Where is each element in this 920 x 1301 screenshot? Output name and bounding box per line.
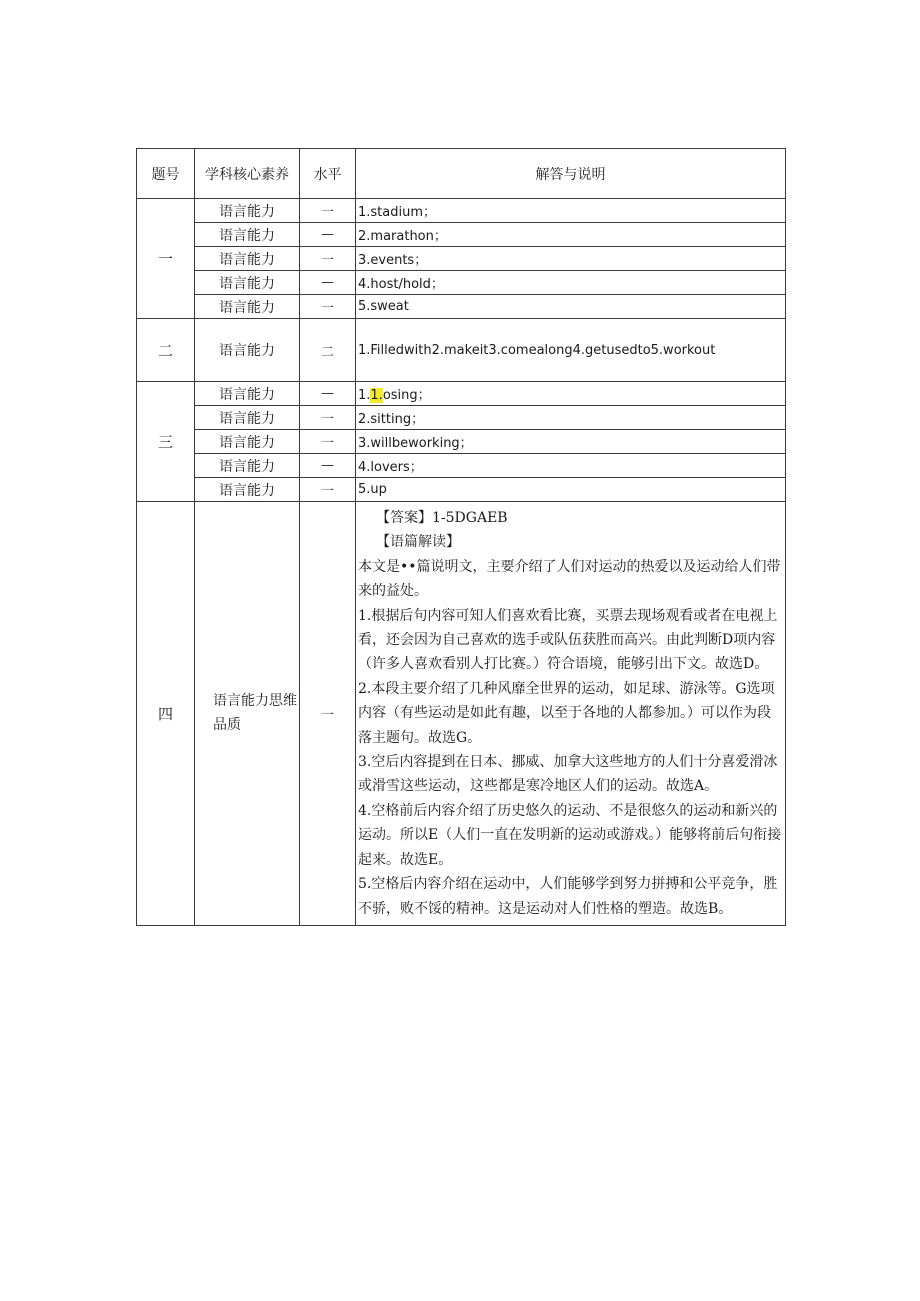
level-cell: 一 (300, 406, 356, 430)
core-cell: 语言能力思维品质 (195, 502, 300, 926)
answer-cell: 1.Filledwith2.makeit3.comealong4.getusedto5.workout (356, 319, 786, 382)
table-row (137, 502, 786, 926)
header-core-literacy: 学科核心素养 (195, 149, 300, 199)
question-number-four: 四 (137, 502, 195, 926)
answer-cell: 1.stadium； (356, 199, 786, 223)
core-cell: 语言能力 (195, 295, 300, 319)
answer-cell: 5.sweat (356, 295, 786, 319)
core-cell: 语言能力 (195, 382, 300, 406)
question-number-two: 二 (137, 319, 195, 382)
explanation-paragraph: 3.空后内容提到在日本、挪威、加拿大这些地方的人们十分喜爱滑冰或滑雪这些运动，这些都是寒冷地区人们的运动。故选A。 (358, 754, 778, 795)
explanation-paragraph: 2.本段主要介绍了几种风靡全世界的运动，如足球、游泳等。G选项内容（有些运动是如此有趣，以至于各地的人都参加。）可以作为段落主题句。故选G。 (358, 680, 775, 746)
core-cell: 语言能力 (195, 199, 300, 223)
level-cell: 一 (300, 478, 356, 502)
level-cell: 二 (300, 319, 356, 382)
core-cell: 语言能力 (195, 406, 300, 430)
level-cell: — (300, 382, 356, 406)
table-row (137, 223, 786, 247)
table-row (137, 199, 786, 223)
explanation-paragraph: 5.空格后内容介绍在运动中，人们能够学到努力拼搏和公平竞争，胜不骄，败不馁的精神。这是运动对人们性格的塑造。故选B。 (358, 876, 778, 917)
core-cell: 语言能力 (195, 454, 300, 478)
answer-suffix: osing； (382, 388, 431, 403)
answer-cell: 5.up (356, 478, 786, 502)
header-explanation: 解答与说明 (356, 149, 786, 199)
answer-prefix: 1. (358, 388, 371, 403)
table-row (137, 319, 786, 382)
level-cell: — (300, 454, 356, 478)
table-row (137, 247, 786, 271)
core-cell: 语言能力 (195, 430, 300, 454)
level-cell: 一 (300, 502, 356, 926)
level-cell: 一 (300, 247, 356, 271)
level-cell: 一 (300, 199, 356, 223)
reading-title: 【语篇解读】 (376, 534, 460, 551)
answer-cell: 2.marathon； (356, 223, 786, 247)
answer-cell: 4.lovers； (356, 454, 786, 478)
answer-key: 【答案】1-5DGAEB (376, 510, 508, 526)
table-row (137, 406, 786, 430)
core-cell: 语言能力 (195, 319, 300, 382)
answer-cell: 2.sitting； (356, 406, 786, 430)
level-cell: 一 (300, 430, 356, 454)
explanation-paragraph: 4.空格前后内容介绍了历史悠久的运动、不是很悠久的运动和新兴的运动。所以E（人们一直在发明新的运动或游戏。）能够将前后句衔接起来。故选E。 (358, 802, 782, 868)
table-row (137, 295, 786, 319)
question-number-three: 三 (137, 382, 195, 502)
header-level: 水平 (300, 149, 356, 199)
level-cell: 一 (300, 295, 356, 319)
question-number-one: 一 (137, 199, 195, 319)
level-cell: — (300, 223, 356, 247)
table-row (137, 454, 786, 478)
answer-cell: 3.events； (356, 247, 786, 271)
core-cell: 语言能力 (195, 247, 300, 271)
answer-table (136, 148, 786, 926)
header-question-number: 题号 (137, 149, 195, 199)
table-row (137, 478, 786, 502)
table-row (137, 271, 786, 295)
answer-cell: 3.willbeworking； (356, 430, 786, 454)
explanation-paragraph: 本文是••篇说明文，主要介绍了人们对运动的热爱以及运动给人们带来的益处。 (358, 558, 781, 600)
explanation-paragraph: 1.根据后句内容可知人们喜欢看比赛，买票去现场观看或者在电视上看，还会因为自己喜欢的选手或队伍获胜而高兴。由此判断D项内容（许多人喜欢看别人打比赛。）符合语境，能够引出下文。故选D。 (358, 607, 778, 673)
level-cell: — (300, 271, 356, 295)
answer-cell (356, 382, 786, 406)
core-cell: 语言能力 (195, 271, 300, 295)
explanation-cell (356, 502, 786, 926)
core-cell: 语言能力 (195, 478, 300, 502)
header-row (137, 149, 786, 199)
core-cell: 语言能力 (195, 223, 300, 247)
table-row (137, 430, 786, 454)
highlighted-text: 1. (370, 388, 383, 403)
table-row (137, 382, 786, 406)
answer-cell: 4.host/hold； (356, 271, 786, 295)
